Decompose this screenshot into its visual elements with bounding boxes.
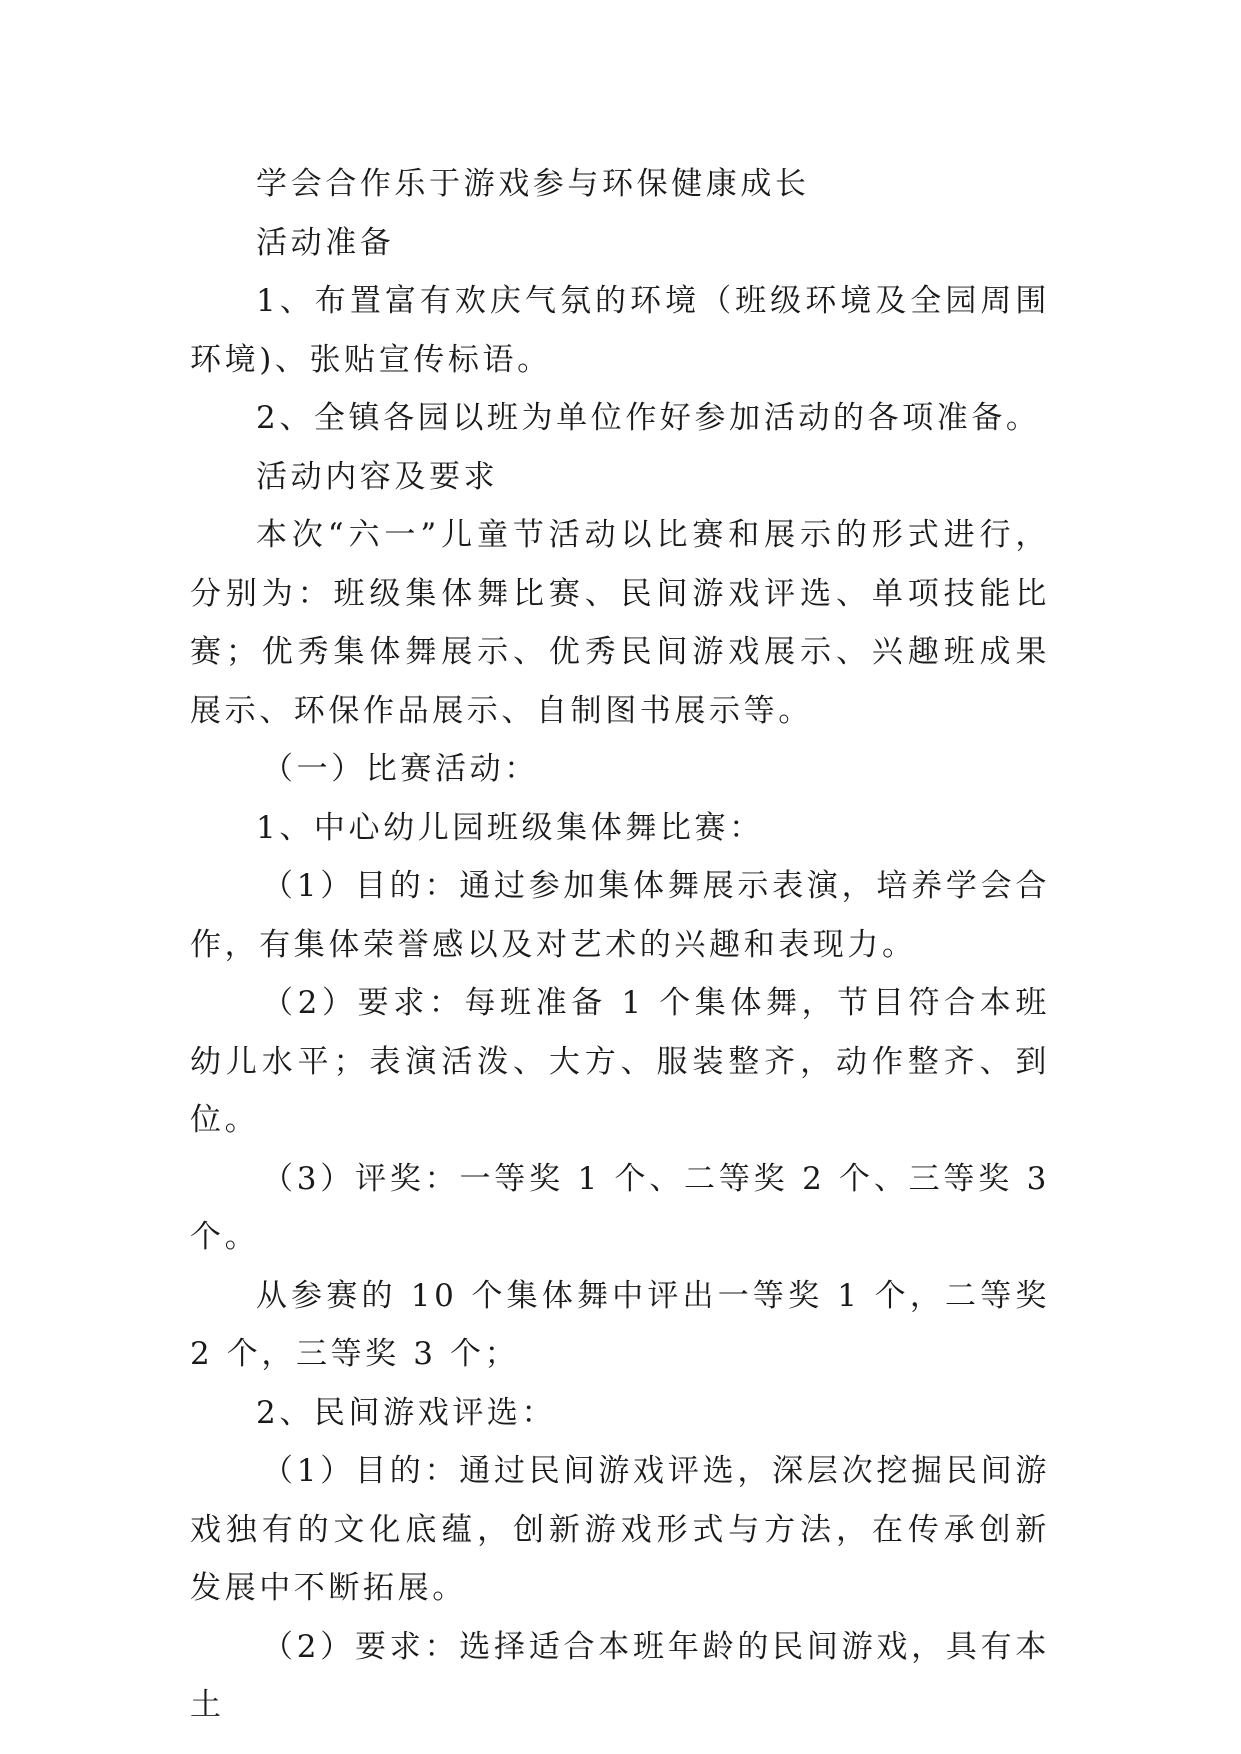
dance-purpose-paragraph: （1）目的：通过参加集体舞展示表演，培养学会合作，有集体荣誉感以及对艺术的兴趣和表现力。 (190, 868, 1050, 963)
subsection-heading-competition: （一）比赛活动： (262, 751, 539, 787)
folk-game-purpose-paragraph: （1）目的：通过民间游戏评选，深层次挖掘民间游戏独有的文化底蕴，创新游戏形式与方法，在传承创新发展中不断拓展。 (190, 1453, 1050, 1606)
content-overview-paragraph: 本次“六一”儿童节活动以比赛和展示的形式进行，分别为：班级集体舞比赛、民间游戏评选、单项技能比赛；优秀集体舞展示、优秀民间游戏展示、兴趣班成果展示、环保作品展示、自制图书展示等。 (190, 517, 1050, 729)
section-heading-content: 活动内容及要求 (256, 458, 499, 495)
section-heading-preparation: 活动准备 (256, 224, 395, 261)
document-body (190, 155, 1050, 1735)
dance-award-paragraph: （3）评奖：一等奖 1 个、二等奖 2 个、三等奖 3 个。 (190, 1160, 1050, 1255)
slogan-paragraph: 学会合作乐于游戏参与环保健康成长 (256, 166, 810, 202)
dance-selection-paragraph: 从参赛的 10 个集体舞中评出一等奖 1 个，二等奖 2 个，三等奖 3 个； (190, 1277, 1050, 1372)
competition-item-1-heading: 1、中心幼儿园班级集体舞比赛： (256, 809, 764, 846)
dance-requirement-paragraph: （2）要求：每班准备 1 个集体舞，节目符合本班幼儿水平；表演活泼、大方、服装整齐，动作整齐、到位。 (190, 985, 1050, 1138)
preparation-item-1: 1、布置富有欢庆气氛的环境（班级环境及全园周围环境)、张贴宣传标语。 (190, 283, 1050, 378)
folk-game-requirement-paragraph: （2）要求：选择适合本班年龄的民间游戏，具有本土 (190, 1628, 1050, 1723)
preparation-item-2: 2、全镇各园以班为单位作好参加活动的各项准备。 (256, 400, 1041, 436)
competition-item-2-heading: 2、民间游戏评选： (256, 1394, 557, 1431)
